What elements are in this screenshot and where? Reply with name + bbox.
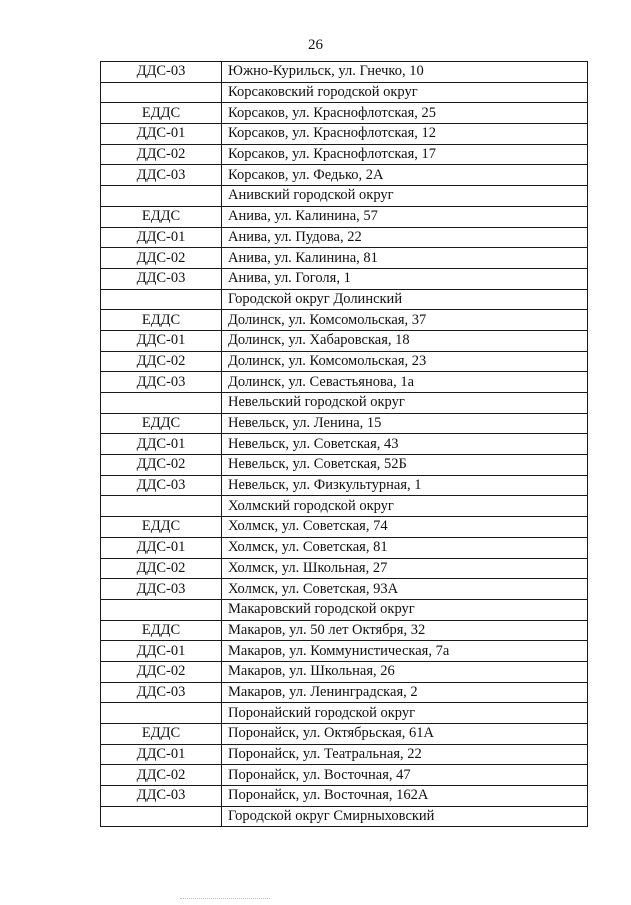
table-row	[101, 620, 588, 641]
service-code-cell	[101, 393, 222, 414]
district-name-cell: Городской округ Смирныховский	[222, 806, 588, 827]
service-code-cell: ДДС-02	[101, 765, 222, 786]
table-row	[101, 765, 588, 786]
address-cell: Невельск, ул. Советская, 52Б	[222, 455, 588, 476]
table-row	[101, 682, 588, 703]
service-code-cell: ДДС-01	[101, 434, 222, 455]
district-header-row	[101, 599, 588, 620]
service-code-cell: ДДС-03	[101, 268, 222, 289]
address-cell: Долинск, ул. Севастьянова, 1а	[222, 372, 588, 393]
table-row	[101, 475, 588, 496]
district-name-cell: Макаровский городской округ	[222, 599, 588, 620]
address-cell: Макаров, ул. Коммунистическая, 7а	[222, 641, 588, 662]
service-code-cell	[101, 289, 222, 310]
district-name-cell: Анивский городской округ	[222, 186, 588, 207]
table-row	[101, 124, 588, 145]
address-cell: Поронайск, ул. Октябрьская, 61А	[222, 724, 588, 745]
district-name-cell: Невельский городской округ	[222, 393, 588, 414]
table-row	[101, 661, 588, 682]
district-header-row	[101, 393, 588, 414]
service-code-cell: ДДС-03	[101, 165, 222, 186]
table-row	[101, 517, 588, 538]
address-cell: Поронайск, ул. Театральная, 22	[222, 744, 588, 765]
table-row	[101, 455, 588, 476]
address-cell: Корсаков, ул. Федько, 2А	[222, 165, 588, 186]
service-code-cell: ДДС-03	[101, 62, 222, 83]
table-row	[101, 641, 588, 662]
address-cell: Анива, ул. Калинина, 81	[222, 248, 588, 269]
district-header-row	[101, 496, 588, 517]
district-header-row	[101, 289, 588, 310]
service-code-cell: ДДС-03	[101, 579, 222, 600]
service-code-cell: ЕДДС	[101, 206, 222, 227]
service-code-cell: ЕДДС	[101, 620, 222, 641]
table-row	[101, 165, 588, 186]
table-row	[101, 786, 588, 807]
address-cell: Поронайск, ул. Восточная, 47	[222, 765, 588, 786]
address-cell: Поронайск, ул. Восточная, 162А	[222, 786, 588, 807]
address-cell: Холмск, ул. Советская, 74	[222, 517, 588, 538]
service-code-cell: ДДС-02	[101, 455, 222, 476]
district-header-row	[101, 806, 588, 827]
service-code-cell: ДДС-03	[101, 786, 222, 807]
address-cell: Невельск, ул. Советская, 43	[222, 434, 588, 455]
service-code-cell: ДДС-02	[101, 558, 222, 579]
address-cell: Макаров, ул. Школьная, 26	[222, 661, 588, 682]
service-code-cell	[101, 186, 222, 207]
dispatch-services-table	[100, 61, 588, 827]
service-code-cell: ДДС-01	[101, 744, 222, 765]
district-header-row	[101, 82, 588, 103]
address-cell: Холмск, ул. Советская, 81	[222, 537, 588, 558]
table-row	[101, 558, 588, 579]
service-code-cell	[101, 806, 222, 827]
table-row	[101, 310, 588, 331]
service-code-cell: ДДС-03	[101, 372, 222, 393]
address-cell: Южно-Курильск, ул. Гнечко, 10	[222, 62, 588, 83]
service-code-cell: ДДС-03	[101, 475, 222, 496]
table-row	[101, 330, 588, 351]
service-code-cell: ДДС-01	[101, 330, 222, 351]
table-row	[101, 413, 588, 434]
address-cell: Корсаков, ул. Краснофлотская, 17	[222, 144, 588, 165]
address-cell: Долинск, ул. Комсомольская, 37	[222, 310, 588, 331]
table-row	[101, 351, 588, 372]
address-cell: Макаров, ул. 50 лет Октября, 32	[222, 620, 588, 641]
page-number: 26	[308, 37, 323, 53]
district-name-cell: Холмский городской округ	[222, 496, 588, 517]
service-code-cell: ДДС-01	[101, 227, 222, 248]
table-row	[101, 434, 588, 455]
address-cell: Макаров, ул. Ленинградская, 2	[222, 682, 588, 703]
district-header-row	[101, 186, 588, 207]
address-cell: Корсаков, ул. Краснофлотская, 25	[222, 103, 588, 124]
address-cell: Долинск, ул. Комсомольская, 23	[222, 351, 588, 372]
service-code-cell: ЕДДС	[101, 103, 222, 124]
table-body	[101, 62, 588, 827]
address-cell: Долинск, ул. Хабаровская, 18	[222, 330, 588, 351]
table-row	[101, 724, 588, 745]
service-code-cell: ДДС-01	[101, 641, 222, 662]
service-code-cell: ДДС-01	[101, 537, 222, 558]
address-cell: Анива, ул. Калинина, 57	[222, 206, 588, 227]
table-row	[101, 62, 588, 83]
address-cell: Невельск, ул. Ленина, 15	[222, 413, 588, 434]
service-code-cell	[101, 496, 222, 517]
service-code-cell: ЕДДС	[101, 413, 222, 434]
address-cell: Холмск, ул. Советская, 93А	[222, 579, 588, 600]
table-row	[101, 537, 588, 558]
address-cell: Корсаков, ул. Краснофлотская, 12	[222, 124, 588, 145]
table-row	[101, 227, 588, 248]
bottom-rule	[180, 898, 270, 899]
service-code-cell: ДДС-02	[101, 248, 222, 269]
district-name-cell: Городской округ Долинский	[222, 289, 588, 310]
table-row	[101, 103, 588, 124]
address-cell: Анива, ул. Пудова, 22	[222, 227, 588, 248]
table-row	[101, 268, 588, 289]
address-cell: Невельск, ул. Физкультурная, 1	[222, 475, 588, 496]
table-row	[101, 144, 588, 165]
table-row	[101, 372, 588, 393]
district-name-cell: Поронайский городской округ	[222, 703, 588, 724]
service-code-cell: ЕДДС	[101, 517, 222, 538]
service-code-cell: ДДС-02	[101, 661, 222, 682]
address-cell: Анива, ул. Гоголя, 1	[222, 268, 588, 289]
service-code-cell: ДДС-02	[101, 351, 222, 372]
district-name-cell: Корсаковский городской округ	[222, 82, 588, 103]
district-header-row	[101, 703, 588, 724]
table-row	[101, 579, 588, 600]
service-code-cell: ДДС-03	[101, 682, 222, 703]
table-row	[101, 248, 588, 269]
service-code-cell: ДДС-01	[101, 124, 222, 145]
service-code-cell	[101, 599, 222, 620]
table-row	[101, 744, 588, 765]
service-code-cell: ДДС-02	[101, 144, 222, 165]
service-code-cell	[101, 703, 222, 724]
service-code-cell: ЕДДС	[101, 724, 222, 745]
address-cell: Холмск, ул. Школьная, 27	[222, 558, 588, 579]
table-row	[101, 206, 588, 227]
service-code-cell	[101, 82, 222, 103]
service-code-cell: ЕДДС	[101, 310, 222, 331]
